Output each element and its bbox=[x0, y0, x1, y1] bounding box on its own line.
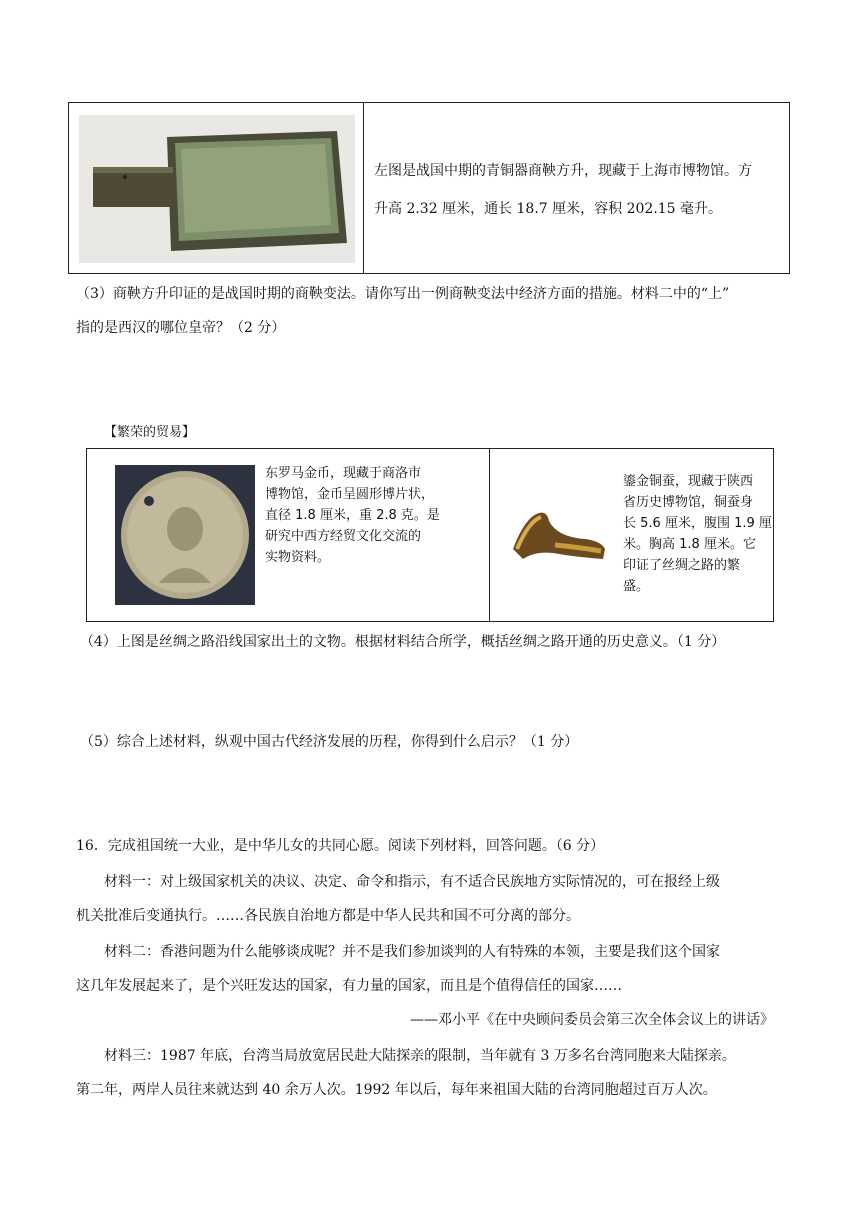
silkworm-caption-line: 米。胸高 1.8 厘米。它 bbox=[623, 537, 756, 552]
coin-caption-line: 实物资料。 bbox=[265, 550, 331, 565]
material-3-line: 材料三：1987 年底，台湾当局放宽居民赴大陆探亲的限制，当年就有 3 万多名台湾同胞来大陆探亲。 bbox=[104, 1048, 736, 1064]
material-1-line: 材料一：对上级国家机关的决议、决定、命令和指示，有不适合民族地方实际情况的，可在报经上级 bbox=[104, 874, 720, 890]
gilded-silkworm-image bbox=[505, 499, 609, 567]
material-1-line: 机关批准后变通执行。……各民族自治地方都是中华人民共和国不可分离的部分。 bbox=[76, 908, 580, 924]
question-3-line: 指的是西汉的哪位皇帝？（2 分） bbox=[76, 320, 286, 336]
bronze-measure-table bbox=[68, 102, 790, 274]
silkworm-caption-line: 长 5.6 厘米，腹围 1.9 厘 bbox=[623, 516, 772, 531]
question-3-line: （3）商鞅方升印证的是战国时期的商鞅变法。请你写出一例商鞅变法中经济方面的措施。材料二中的“上” bbox=[76, 286, 730, 302]
question-16-title: 16．完成祖国统一大业，是中华儿女的共同心愿。阅读下列材料，回答问题。（6 分） bbox=[76, 838, 605, 854]
silkworm-caption bbox=[623, 471, 772, 597]
material-2-line: 这几年发展起来了，是个兴旺发达的国家，有力量的国家，而且是个值得信任的国家…… bbox=[76, 978, 622, 994]
silkworm-caption-line: 印证了丝绸之路的繁 bbox=[623, 558, 741, 573]
coin-caption-line: 直径 1.8 厘米，重 2.8 克。是 bbox=[265, 508, 440, 523]
silkworm-caption-line: 盛。 bbox=[623, 579, 650, 594]
material-2-source: ——邓小平《在中央顾问委员会第三次全体会议上的讲话》 bbox=[410, 1012, 774, 1028]
section-heading: 【繁荣的贸易】 bbox=[104, 425, 196, 440]
coin-caption bbox=[265, 463, 440, 568]
coin-caption-line: 博物馆，金币呈圆形博片状， bbox=[265, 487, 435, 502]
question-4: （4）上图是丝绸之路沿线国家出土的文物。根据材料结合所学，概括丝绸之路开通的历史意义。（1 分） bbox=[80, 634, 726, 650]
table-divider bbox=[363, 103, 364, 273]
bronze-measure-image bbox=[79, 115, 355, 263]
caption-line: 左图是战国中期的青铜器商鞅方升，现藏于上海市博物馆。方 bbox=[374, 163, 752, 179]
caption-line: 升高 2.32 厘米，通长 18.7 厘米，容积 202.15 毫升。 bbox=[374, 201, 723, 217]
coin-caption-line: 研究中西方经贸文化交流的 bbox=[265, 529, 422, 544]
material-3-line: 第二年，两岸人员往来就达到 40 余万人次。1992 年以后，每年来祖国大陆的台湾同胞超过百万人次。 bbox=[76, 1082, 717, 1098]
material-2-line: 材料二：香港问题为什么能够谈成呢？并不是我们参加谈判的人有特殊的本领，主要是我们这个国家 bbox=[104, 944, 720, 960]
coin-caption-line: 东罗马金币，现藏于商洛市 bbox=[265, 466, 422, 481]
table-divider bbox=[489, 449, 490, 621]
artifacts-table bbox=[86, 448, 774, 622]
silkworm-caption-line: 鎏金铜蚕，现藏于陕西 bbox=[623, 474, 754, 489]
silkworm-caption-line: 省历史博物馆，铜蚕身 bbox=[623, 495, 754, 510]
question-5: （5）综合上述材料，纵观中国古代经济发展的历程，你得到什么启示？（1 分） bbox=[80, 734, 579, 750]
gold-coin-image bbox=[115, 465, 255, 605]
